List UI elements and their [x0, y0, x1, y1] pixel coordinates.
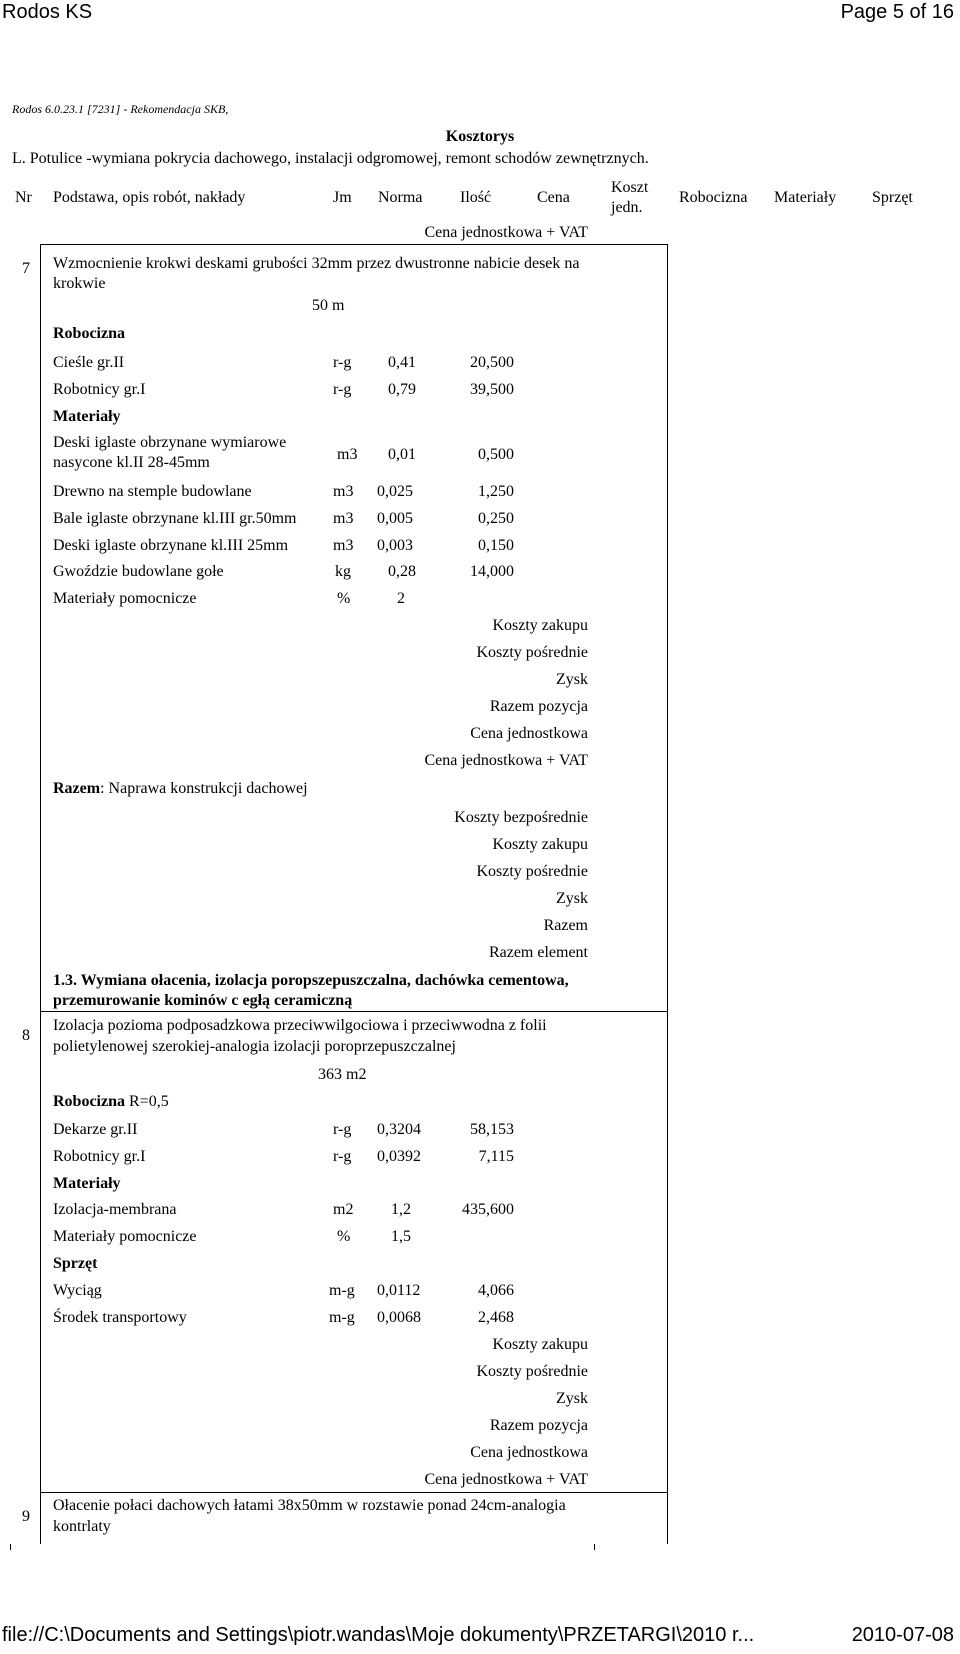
summary-line: Koszty zakupu [492, 836, 588, 853]
summary-line: Koszty zakupu [492, 1336, 588, 1353]
resource-unit: r-g [333, 1148, 352, 1165]
resource-norm: 0,0112 [377, 1282, 421, 1299]
resource-amount: 4,066 [478, 1282, 514, 1299]
summary-line: Razem pozycja [489, 1417, 588, 1434]
resource-norm: 0,005 [377, 510, 413, 527]
page-number: Page 5 of 16 [840, 1, 954, 23]
position-description: polietylenowej szerokiej-analogia izolacji poroprzepuszczalnej [53, 1038, 456, 1055]
resource-norm: 2 [397, 590, 405, 607]
summary-line: Koszty pośrednie [476, 644, 588, 661]
resource-amount: 0,150 [478, 537, 514, 554]
print-date: 2010-07-08 [851, 1624, 954, 1646]
resource-name: Materiały pomocnicze [53, 590, 197, 607]
resource-name: Deski iglaste obrzynane kl.III 25mm [53, 537, 289, 554]
resource-norm: 0,025 [377, 483, 413, 500]
section-heading: 1.3. Wymiana ołacenia, izolacja poropszepuszczalna, dachówka cementowa, [53, 972, 569, 989]
resource-unit: r-g [333, 354, 352, 371]
section-label-materialy: Materiały [53, 408, 121, 425]
position-description: krokwie [53, 275, 106, 292]
resource-norm: 0,0392 [377, 1148, 421, 1165]
summary-line: Zysk [556, 1390, 588, 1407]
table-rule [40, 244, 41, 1544]
document-title: Kosztorys [445, 128, 515, 145]
summary-line: Koszty pośrednie [476, 1363, 588, 1380]
resource-name: Cieśle gr.II [53, 354, 125, 371]
program-meta: Rodos 6.0.23.1 [7231] - Rekomendacja SKB, [12, 102, 229, 116]
resource-name: Środek transportowy [53, 1309, 187, 1326]
section-label-materialy: Materiały [53, 1175, 121, 1192]
resource-unit: % [337, 1228, 351, 1245]
col-ilosc: Ilość [460, 189, 492, 206]
resource-amount: 0,500 [478, 446, 514, 463]
resource-amount: 2,468 [478, 1309, 514, 1326]
col-podstawa: Podstawa, opis robót, nakłady [53, 189, 246, 206]
resource-unit: m2 [333, 1201, 354, 1218]
position-number: 8 [22, 1027, 30, 1044]
resource-unit: r-g [333, 381, 352, 398]
resource-norm: 0,3204 [377, 1121, 421, 1138]
position-number: 9 [22, 1508, 30, 1525]
document-subtitle: L. Potulice -wymiana pokrycia dachowego, instalacji odgromowej, remont schodów zewnętrznych. [12, 150, 649, 167]
section-label-robocizna: Robocizna [53, 325, 125, 342]
col-cena-vat: Cena jednostkowa + VAT [424, 224, 588, 241]
position-quantity: 363 m2 [318, 1066, 367, 1083]
resource-amount: 20,500 [470, 354, 514, 371]
position-number: 7 [22, 260, 30, 277]
resource-norm: 1,2 [391, 1201, 411, 1218]
razem-label: Razem [53, 780, 101, 797]
col-materialy: Materiały [774, 189, 837, 206]
position-description: Ołacenie połaci dachowych łatami 38x50mm w rozstawie ponad 24cm-analogia [53, 1497, 566, 1514]
resource-norm: 0,0068 [377, 1309, 421, 1326]
summary-line: Cena jednostkowa + VAT [424, 1471, 588, 1488]
resource-unit: kg [335, 563, 351, 580]
resource-unit: m3 [333, 537, 354, 554]
position-description: kontrlaty [53, 1518, 111, 1535]
summary-line: Koszty pośrednie [476, 863, 588, 880]
element-total-label [53, 780, 308, 798]
resource-name: Wyciąg [53, 1282, 102, 1299]
resource-name: Deski iglaste obrzynane wymiarowe [53, 434, 287, 451]
summary-line: Koszty zakupu [492, 617, 588, 634]
robocizna-factor: R=0,5 [125, 1093, 169, 1110]
col-nr: Nr [15, 189, 32, 206]
resource-norm: 0,41 [388, 354, 416, 371]
col-norma: Norma [378, 189, 423, 206]
resource-amount: 7,115 [478, 1148, 514, 1165]
browser-title: Rodos KS [2, 1, 93, 23]
resource-name: Gwoździe budowlane gołe [53, 563, 224, 580]
resource-amount: 39,500 [470, 381, 514, 398]
resource-unit: m-g [329, 1309, 355, 1326]
col-cena: Cena [537, 189, 570, 206]
resource-name: nasycone kl.II 28-45mm [53, 454, 210, 471]
resource-name: Robotnicy gr.I [53, 1148, 146, 1165]
section-label-robocizna [53, 1093, 169, 1111]
table-rule [10, 1544, 11, 1550]
position-description: Wzmocnienie krokwi deskami grubości 32mm przez dwustronne nabicie desek na [53, 255, 580, 272]
table-rule [40, 1492, 667, 1493]
resource-norm: 0,28 [388, 563, 416, 580]
resource-unit: % [337, 590, 351, 607]
resource-norm: 0,003 [377, 537, 413, 554]
summary-line: Cena jednostkowa [470, 1444, 588, 1461]
table-rule [594, 1544, 595, 1550]
resource-name: Dekarze gr.II [53, 1121, 138, 1138]
table-rule [40, 1011, 667, 1012]
resource-unit: m3 [333, 510, 354, 527]
resource-unit: m-g [329, 1282, 355, 1299]
summary-line: Cena jednostkowa [470, 725, 588, 742]
summary-line: Razem element [488, 944, 588, 961]
col-robocizna: Robocizna [679, 189, 748, 206]
col-koszt-jedn: jedn. [611, 199, 643, 216]
summary-line: Razem pozycja [489, 698, 588, 715]
table-rule [667, 244, 668, 1544]
col-koszt: Koszt [611, 179, 649, 196]
element-name: : Naprawa konstrukcji dachowej [100, 780, 308, 797]
resource-name: Bale iglaste obrzynane kl.III gr.50mm [53, 510, 297, 527]
resource-name: Izolacja-membrana [53, 1201, 177, 1218]
summary-line: Koszty bezpośrednie [454, 809, 588, 826]
position-quantity: 50 m [312, 297, 345, 314]
resource-amount: 1,250 [478, 483, 514, 500]
resource-norm: 0,79 [388, 381, 416, 398]
resource-amount: 435,600 [462, 1201, 514, 1218]
resource-amount: 14,000 [470, 563, 514, 580]
resource-unit: m3 [333, 483, 354, 500]
table-rule [40, 244, 667, 245]
col-jm: Jm [333, 189, 352, 206]
section-label-sprzet: Sprzęt [53, 1255, 98, 1272]
resource-name: Drewno na stemple budowlane [53, 483, 252, 500]
resource-name: Robotnicy gr.I [53, 381, 146, 398]
resource-name: Materiały pomocnicze [53, 1228, 197, 1245]
resource-amount: 0,250 [478, 510, 514, 527]
col-sprzet: Sprzęt [872, 189, 913, 206]
summary-line: Zysk [556, 890, 588, 907]
resource-amount: 58,153 [470, 1121, 514, 1138]
summary-line: Cena jednostkowa + VAT [424, 752, 588, 769]
summary-line: Razem [543, 917, 588, 934]
robocizna-label: Robocizna [53, 1093, 125, 1110]
resource-norm: 1,5 [391, 1228, 411, 1245]
position-description: Izolacja pozioma podposadzkowa przeciwwilgociowa i przeciwwodna z folii [53, 1017, 547, 1034]
resource-unit: m3 [337, 446, 358, 463]
file-path: file://C:\Documents and Settings\piotr.wandas\Moje dokumenty\PRZETARGI\2010 r... [2, 1624, 755, 1646]
section-heading: przemurowanie kominów c egłą ceramiczną [53, 992, 353, 1009]
resource-norm: 0,01 [388, 446, 416, 463]
summary-line: Zysk [556, 671, 588, 688]
resource-unit: r-g [333, 1121, 352, 1138]
